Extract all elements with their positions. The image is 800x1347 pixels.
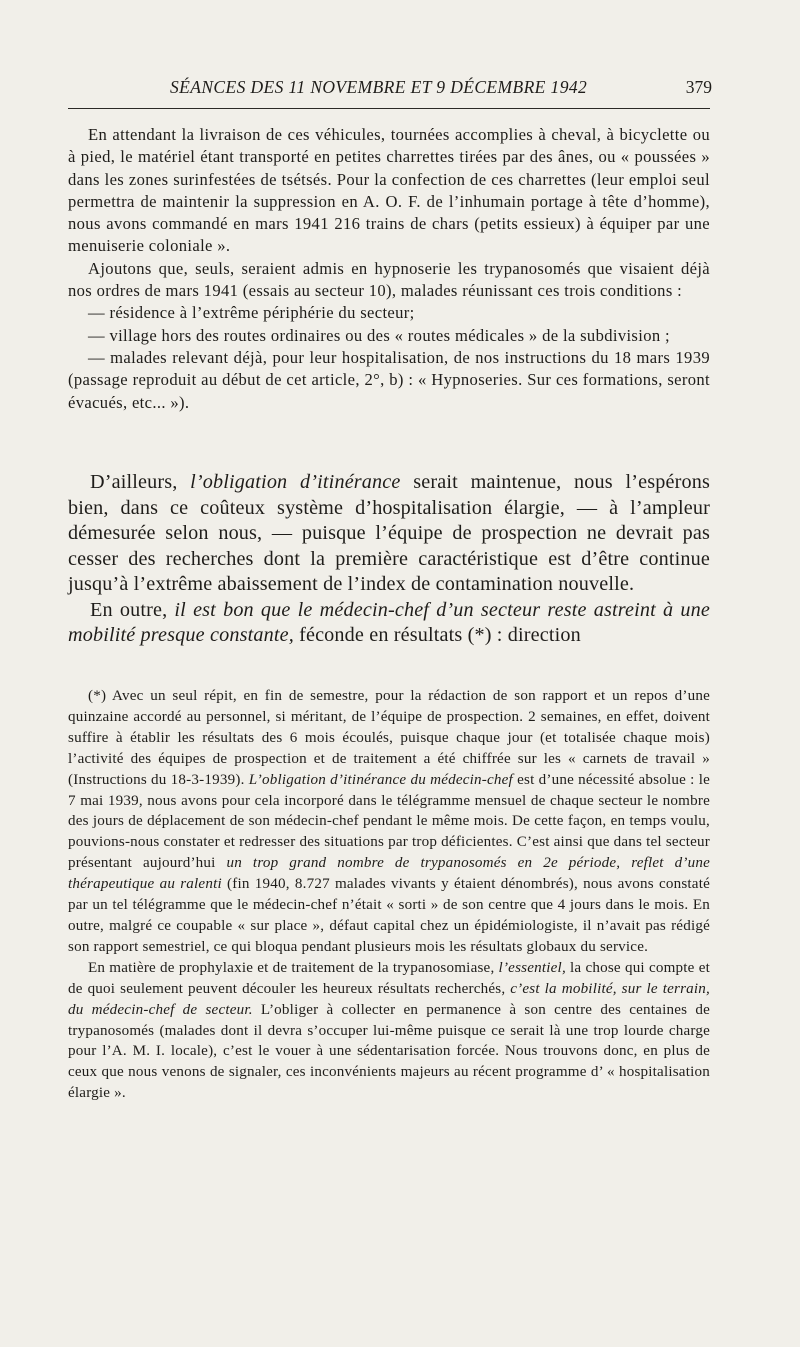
- main-section: [68, 470, 710, 649]
- footnote-paragraph: [68, 958, 710, 1104]
- running-title: SÉANCES DES 11 NOVEMBRE ET 9 DÉCEMBRE 1942: [170, 77, 588, 97]
- text-run: L’obliger à collecter en permanence à son centre des centaines de trypanosomés (malades dont il devra s’occuper lui-même puisque ce serait là une trop lourde charge pour l’A. M. I. locale), c’est le vouer à une sédentarisation forcée. Nous trouvons donc, en plus de ceux que nous venons de signaler, ces inconvénients majeurs au récent programme d’ « hospitalisation élargie ».: [68, 1001, 710, 1102]
- page-header: [66, 77, 712, 103]
- italic-emphasis: un trop grand nombre de trypanosomés en 2e période, reflet d’une thérapeutique au ralenti: [68, 855, 710, 893]
- condition-item: — résidence à l’extrême périphérie du secteur;: [88, 303, 415, 323]
- header-rule: [68, 108, 710, 109]
- text-run: En matière de prophylaxie et de traitement de la trypanosomiase,: [88, 959, 499, 976]
- condition-item: — village hors des routes ordinaires ou des « routes médicales » de la subdivision ;: [88, 325, 670, 345]
- italic-emphasis: l’essentiel,: [498, 959, 566, 976]
- page-number: 379: [685, 77, 712, 97]
- text-run: (fin 1940, 8.727 malades vivants y étaient dénombrés), nous avons constaté par un tel télégramme que le médecin-chef n’était « sorti » de son centre que 4 jours dans le mois. En outre, malgré ce coupable « sur place », défaut capital chez un épidémiologiste, il n’avait pas rédigé son rapport semestriel, ce qui bloqua pendant plusieurs mois les résultats globaux du service.: [68, 876, 710, 955]
- italic-emphasis: L’obligation d’itinérance du médecin-chef: [248, 771, 513, 788]
- footnote-section: [68, 686, 710, 1104]
- italic-emphasis: c’est la mobilité, sur le terrain, du médecin-chef de secteur.: [68, 980, 711, 1018]
- intro-paragraph: En attendant la livraison de ces véhicules, tournées accomplies à cheval, à bicyclette ou à pied, le matériel étant transporté en petites charrettes tirées par des ânes, ou « poussées » dans les zones surinfestées de tsétsés. Pour la confection de ces charrettes (leur emploi seul permettra de maintenir la suppression en A. O. F. de l’inhumain portage à tête d’homme), nous avons commandé en mars 1941 216 trains de chars (petits essieux) à équiper par une menuiserie coloniale ».: [68, 125, 710, 256]
- intro-section: [68, 124, 710, 414]
- footnote-paragraph: [68, 686, 710, 958]
- text-run: est d’une nécessité absolue : le 7 mai 1939, nous avons pour cela incorporé dans le télégramme mensuel de chaque secteur le nombre des jours de déplacement de son médecin-chef pendant le même mois. De cette façon, en temps voulu, pouvions-nous constater et redresser des situations par trop déficientes. C’est ainsi que dans tel secteur présentant aujourd’hui: [68, 771, 710, 872]
- italic-emphasis: l’obligation d’itinérance: [190, 471, 401, 493]
- conditions-paragraph: Ajoutons que, seuls, seraient admis en hypnoserie les trypanosomés que visaient déjà nos ordres de mars 1941 (essais au secteur 10), malades réunissant ces trois conditions :: [68, 258, 710, 301]
- itinerance-paragraph: [68, 470, 710, 598]
- text-run: En outre,: [90, 598, 175, 621]
- text-run: serait maintenue, nous l’espérons bien, dans ce coûteux système d’hospitalisation élargie, — à l’ampleur démesurée selon nous, — puisque l’équipe de prospection ne devrait pas cesser des recherches dont la première caractéristique est d’être continue jusqu’à l’extrême abaissement de l’index de contamination nouvelle.: [68, 471, 710, 595]
- text-run: féconde en résultats (*) : direction: [293, 624, 581, 646]
- italic-emphasis: il est bon que le médecin-chef d’un secteur reste astreint à une mobilité presque constante,: [68, 598, 711, 646]
- text-run: la chose qui compte et de quoi seulement peuvent découler les heureux résultats recherchés,: [68, 959, 710, 997]
- condition-item: — malades relevant déjà, pour leur hospitalisation, de nos instructions du 18 mars 1939 (passage reproduit au début de cet article, 2°, b) : « Hypnoseries. Sur ces formations, seront évacués, etc... »).: [68, 347, 710, 412]
- mobility-paragraph: [68, 598, 710, 649]
- text-run: (*) Avec un seul répit, en fin de semestre, pour la rédaction de son rapport et un repos d’une quinzaine accordé au personnel, si méritant, de l’équipe de prospection. 2 semaines, en effet, doivent suffire à établir les résultats des 6 mois écoulés, puisque chaque jour (et totalisée chaque mois) l’activité des équipes de prospection et de traitement a été chiffrée sur les « carnets de travail » (Instructions du 18-3-1939).: [68, 688, 710, 788]
- text-run: D’ailleurs,: [90, 471, 191, 493]
